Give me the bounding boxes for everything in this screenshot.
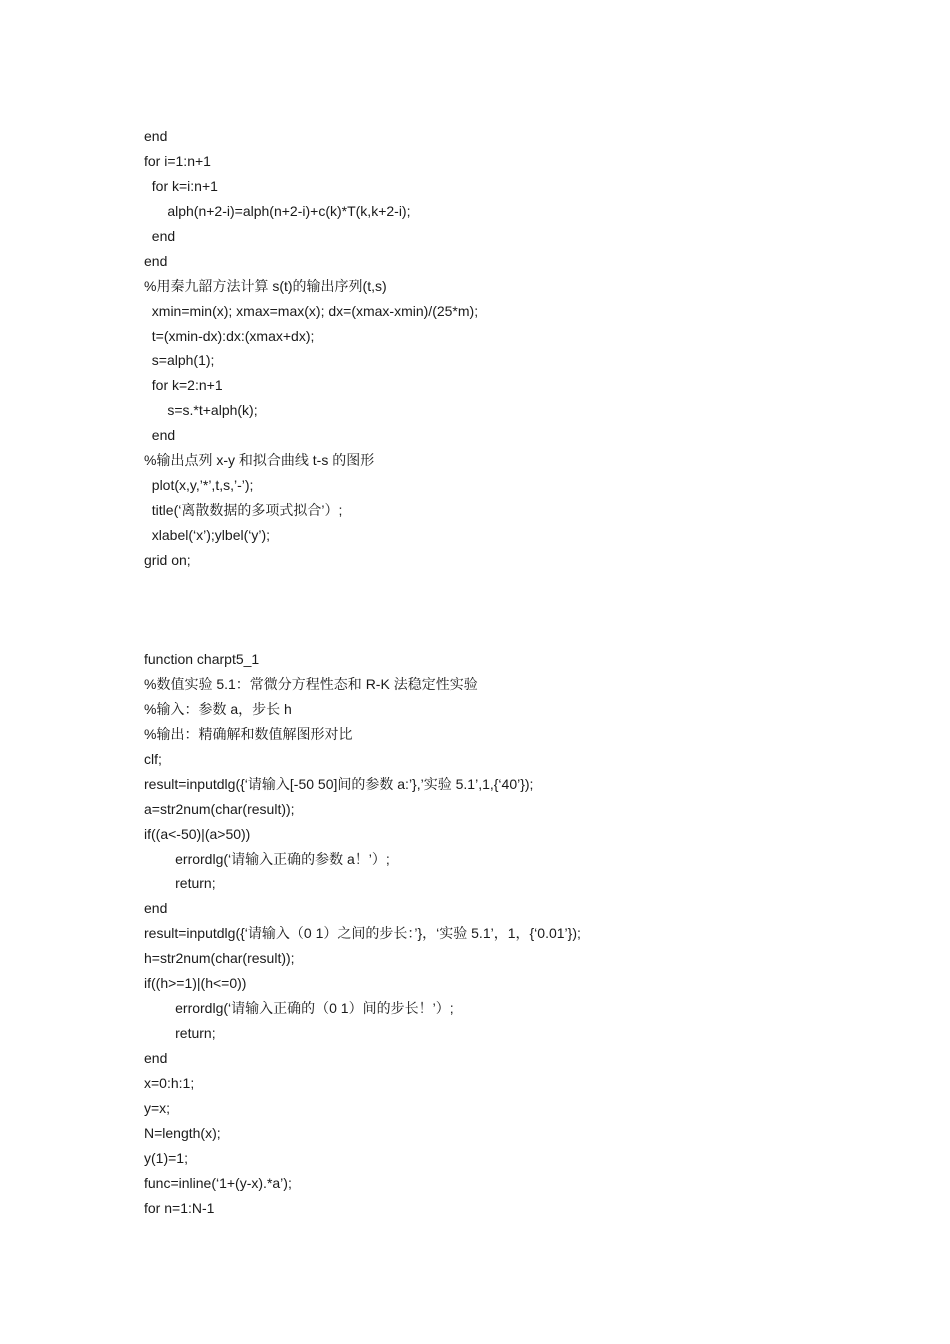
code-comment-line: %数值实验 5.1：常微分方程性态和 R-K 法稳定性实验 bbox=[144, 675, 478, 692]
code-comment-line: %输出点列 x-y 和拟合曲线 t-s 的图形 bbox=[144, 452, 375, 469]
code-line: xmin=min(x); xmax=max(x); dx=(xmax-xmin)/(25*m); bbox=[144, 302, 479, 319]
code-comment-line: %输入：参数 a，步长 h bbox=[144, 700, 292, 717]
code-line: y(1)=1; bbox=[144, 1149, 188, 1166]
code-line: a=str2num(char(result)); bbox=[144, 800, 295, 817]
code-line: h=str2num(char(result)); bbox=[144, 950, 295, 967]
code-comment-line: %输出：精确解和数值解图形对比 bbox=[144, 725, 353, 742]
code-line: title(‘离散数据的多项式拟合’）; bbox=[144, 502, 343, 519]
code-line: s=s.*t+alph(k); bbox=[144, 402, 258, 419]
code-line: y=x; bbox=[144, 1099, 171, 1116]
code-line: function charpt5_1 bbox=[144, 651, 260, 667]
code-line: errordlg(‘请输入正确的（0 1）间的步长！’）; bbox=[144, 1000, 454, 1017]
code-line: if((h>=1)|(h<=0)) bbox=[144, 975, 247, 992]
code-line: return; bbox=[144, 875, 216, 892]
code-line: for n=1:N-1 bbox=[144, 1199, 215, 1216]
code-line: func=inline(‘1+(y-x).*a’); bbox=[144, 1174, 292, 1191]
code-block-upper bbox=[144, 124, 864, 573]
code-line: errordlg(‘请输入正确的参数 a！’）; bbox=[144, 850, 390, 867]
code-line: end bbox=[144, 427, 176, 444]
code-line: end bbox=[144, 900, 168, 917]
code-line: xlabel(‘x’);ylbel(‘y’); bbox=[144, 527, 271, 543]
code-line: for k=2:n+1 bbox=[144, 377, 223, 394]
code-line: end bbox=[144, 1050, 168, 1066]
code-line: end bbox=[144, 227, 176, 244]
code-line: return; bbox=[144, 1025, 216, 1042]
code-line: for i=1:n+1 bbox=[144, 152, 211, 169]
code-line: plot(x,y,’*’,t,s,’-’); bbox=[144, 477, 254, 494]
code-line: t=(xmin-dx):dx:(xmax+dx); bbox=[144, 327, 315, 344]
code-line: alph(n+2-i)=alph(n+2-i)+c(k)*T(k,k+2-i); bbox=[144, 202, 411, 219]
code-block-lower bbox=[144, 647, 864, 1221]
code-line: x=0:h:1; bbox=[144, 1074, 195, 1091]
code-comment-line: %用秦九韶方法计算 s(t)的输出序列(t,s) bbox=[144, 277, 387, 294]
code-line: end bbox=[144, 128, 168, 144]
code-line: grid on; bbox=[144, 551, 191, 568]
code-line: end bbox=[144, 252, 168, 269]
code-line: N=length(x); bbox=[144, 1124, 221, 1141]
code-line: s=alph(1); bbox=[144, 352, 215, 369]
code-line: result=inputdlg({‘请输入（0 1）之间的步长：’}，‘实验 5.1’，1，{‘0.01’}); bbox=[144, 925, 581, 942]
code-line: result=inputdlg({‘请输入[-50 50]间的参数 a:’},’实验 5.1’,1,{‘40’}); bbox=[144, 775, 534, 792]
code-line: for k=i:n+1 bbox=[144, 177, 218, 194]
code-line: clf; bbox=[144, 750, 162, 767]
code-line: if((a<-50)|(a>50)) bbox=[144, 825, 251, 842]
